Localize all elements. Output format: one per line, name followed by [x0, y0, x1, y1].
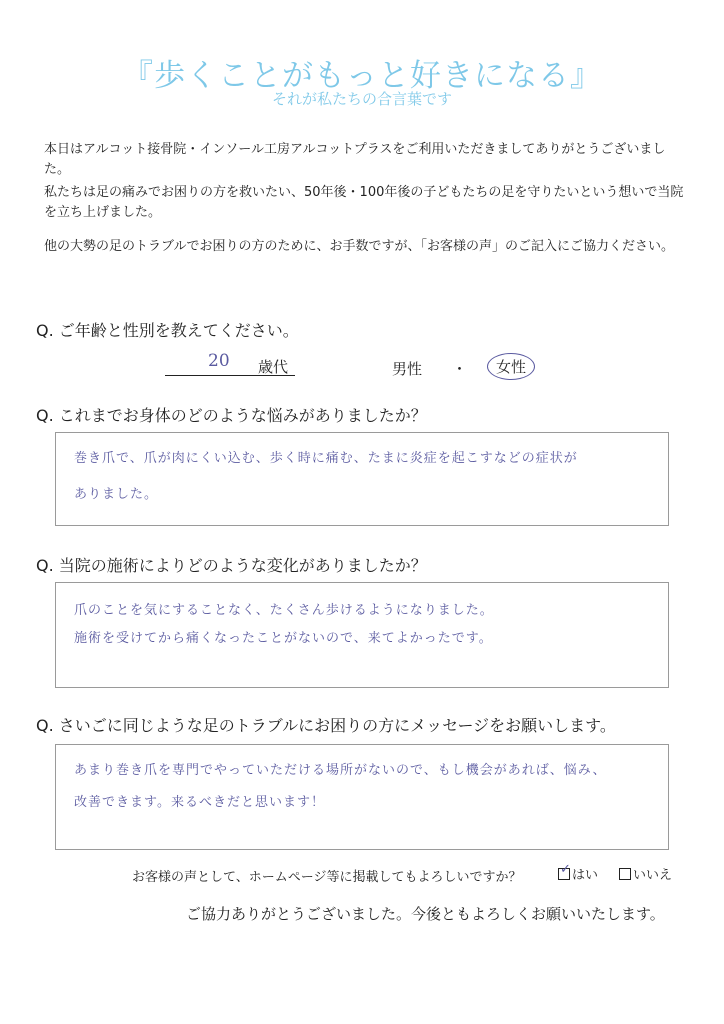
- gender-separator: ・: [452, 360, 468, 378]
- gender-option-male[interactable]: 男性: [392, 360, 423, 378]
- intro-paragraph-2: 私たちは足の痛みでお困りの方を救いたい、50年後・100年後の子どもたちの足を守りたいという想いで当院を立ち上げました。: [44, 185, 684, 220]
- answer-message-line-2: 改善できます。来るべきだと思います！: [74, 795, 325, 810]
- question-message: Q. さいごに同じような足のトラブルにお困りの方にメッセージをお願いします。: [36, 716, 616, 735]
- checkbox-unchecked[interactable]: [619, 868, 631, 880]
- intro-paragraph-3: 他の大勢の足のトラブルでお困りの方のために、お手数ですが、「お客様の声」のご記入にご協力ください。: [44, 239, 674, 254]
- age-suffix: 歳代: [258, 358, 289, 376]
- question-age-gender: Q. ご年齢と性別を教えてください。: [36, 321, 299, 340]
- page-title: 『歩くことがもっと好きになる』: [122, 58, 602, 94]
- consent-option-yes[interactable]: [558, 864, 598, 883]
- answer-changes-line-2: 施術を受けてから痛くなったことがないので、来てよかったです。: [74, 631, 493, 646]
- answer-box-changes[interactable]: [55, 582, 669, 688]
- gender-option-female[interactable]: 女性: [487, 353, 535, 380]
- closing-thanks: ご協力ありがとうございました。今後ともよろしくお願いいたします。: [186, 905, 665, 923]
- consent-yes-label: はい: [572, 868, 599, 883]
- answer-changes-line-1: 爪のことを気にすることなく、たくさん歩けるようになりました。: [74, 603, 494, 618]
- answer-message-line-1: あまり巻き爪を専門でやっていただける場所がないので、もし機会があれば、悩み、: [74, 763, 607, 778]
- consent-no-label: いいえ: [633, 868, 673, 883]
- age-value[interactable]: 20: [208, 351, 230, 371]
- consent-option-no[interactable]: [619, 864, 672, 883]
- checkbox-checked[interactable]: [558, 862, 571, 880]
- answer-concerns-line-1: 巻き爪で、爪が肉にくい込む、歩く時に痛む、たまに炎症を起こすなどの症状が: [74, 451, 578, 466]
- check-mark-icon: ✓: [560, 862, 571, 877]
- answer-box-concerns[interactable]: [55, 432, 669, 526]
- consent-question: お客様の声として、ホームページ等に掲載してもよろしいですか？: [132, 870, 522, 885]
- intro-paragraph-1: 本日はアルコット接骨院・インソール工房アルコットプラスをご利用いただきましてありがとうございました。: [44, 142, 666, 177]
- question-changes: Q. 当院の施術によりどのような変化がありましたか？: [36, 556, 427, 575]
- answer-box-message[interactable]: [55, 744, 669, 850]
- answer-concerns-line-2: ありました。: [74, 487, 159, 502]
- page-subtitle: それが私たちの合言葉です: [271, 90, 452, 108]
- question-concerns: Q. これまでお身体のどのような悩みがありましたか？: [36, 406, 427, 425]
